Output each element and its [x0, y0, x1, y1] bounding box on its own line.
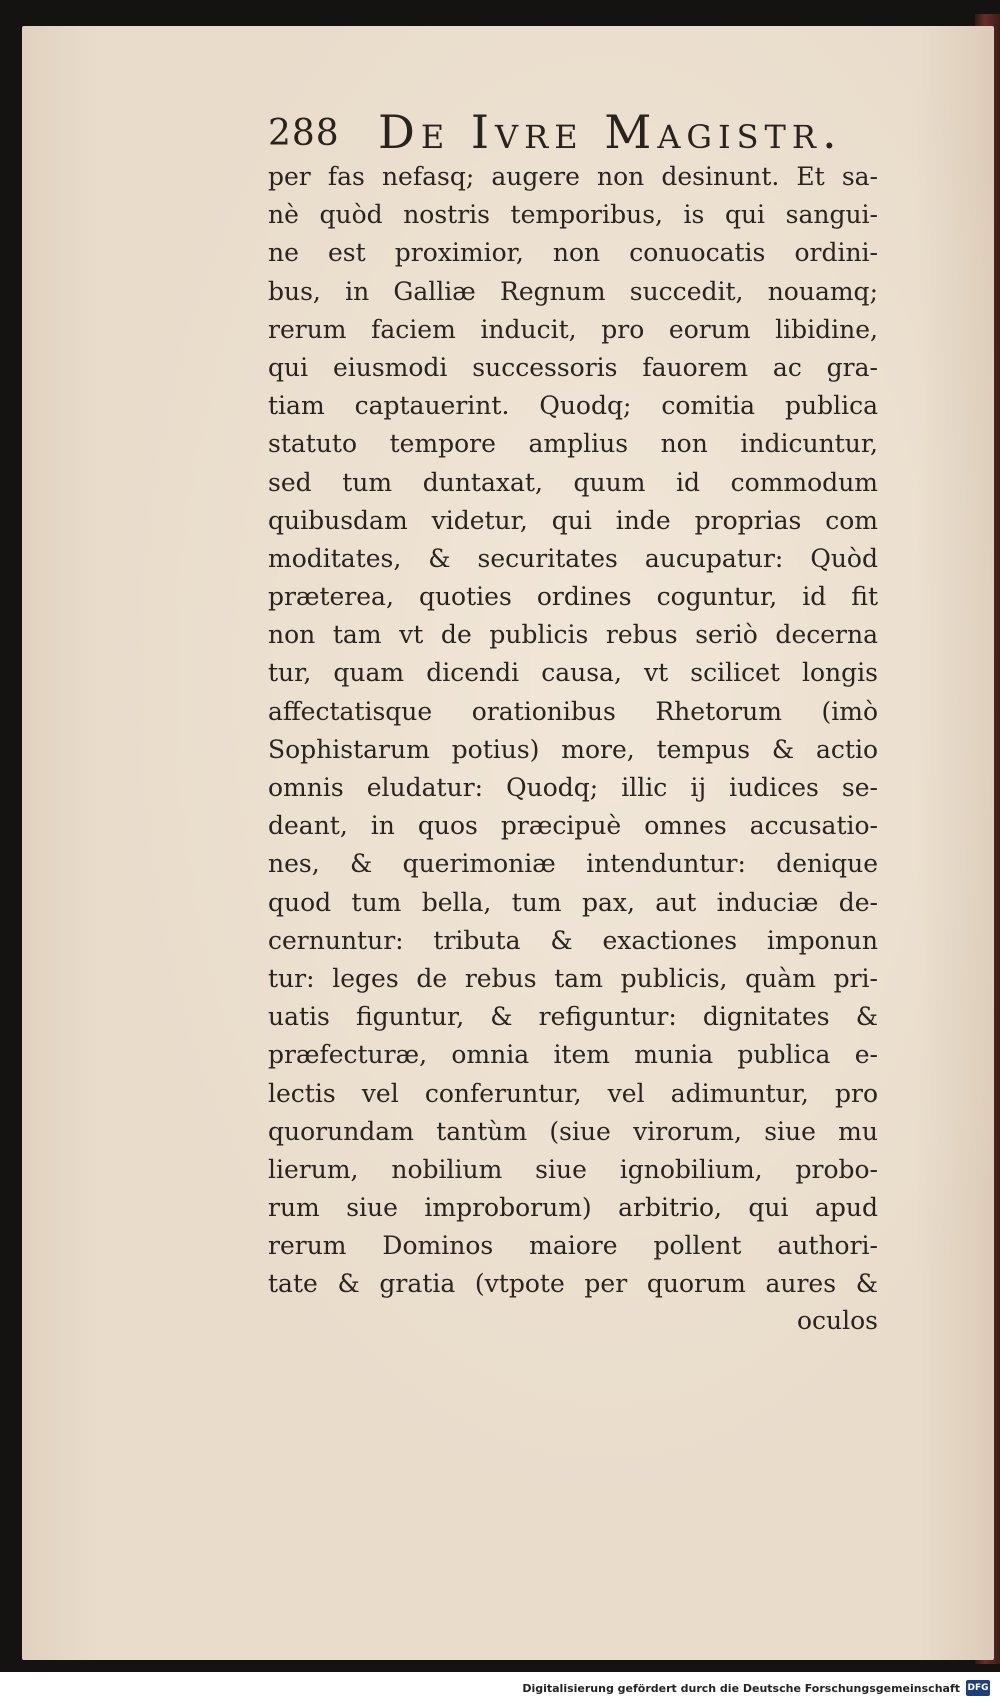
text-line: non tam vt de publicis rebus seriò decerna — [268, 620, 878, 650]
text-line: lierum, nobilium siue ignobilium, probo- — [268, 1154, 878, 1184]
text-line: Sophistarum potius) more, tempus & actio — [268, 734, 878, 764]
text-line: quibusdam videtur, qui inde proprias com — [268, 505, 878, 535]
text-line: quorundam tantùm (siue virorum, siue mu — [268, 1116, 878, 1146]
text-line: uatis figuntur, & refiguntur: dignitates & — [268, 1002, 878, 1032]
catchword: oculos — [796, 1306, 878, 1335]
footer-credit: Digitalisierung gefördert durch die Deutsche Forschungsgemeinschaft — [522, 1682, 960, 1695]
text-line: tiam captauerint. Quodq; comitia publica — [268, 391, 878, 421]
text-line: nes, & querimoniæ intenduntur: denique — [268, 849, 878, 879]
text-line: præterea, quoties ordines coguntur, id fit — [268, 582, 878, 612]
body-text — [268, 158, 878, 1304]
dfg-logo-icon: DFG — [966, 1680, 990, 1696]
text-line: per fas nefasq; augere non desinunt. Et sa- — [268, 162, 878, 191]
text-line: affectatisque orationibus Rhetorum (imò — [268, 696, 878, 726]
page-header — [268, 105, 928, 165]
text-line: qui eiusmodi successoris fauorem ac gra- — [268, 352, 878, 382]
text-line: tur, quam dicendi causa, vt scilicet longis — [268, 658, 878, 688]
text-line: rerum faciem inducit, pro eorum libidine, — [268, 314, 878, 344]
running-title: De Ivre Magistr. — [378, 105, 843, 159]
page-number: 288 — [268, 113, 340, 154]
text-line: quod tum bella, tum pax, aut induciæ de- — [268, 887, 878, 917]
text-line: sed tum duntaxat, quum id commodum — [268, 467, 878, 497]
text-line: cernuntur: tributa & exactiones imponun — [268, 925, 878, 955]
text-line: tur: leges de rebus tam publicis, quàm pri- — [268, 963, 878, 993]
text-line: deant, in quos præcipuè omnes accusatio- — [268, 811, 878, 841]
text-line: omnis eludatur: Quodq; illic ij iudices se- — [268, 773, 878, 802]
text-line: statuto tempore amplius non indicuntur, — [268, 429, 878, 459]
text-line: moditates, & securitates aucupatur: Quòd — [268, 543, 878, 573]
text-line: nè quòd nostris temporibus, is qui sangui- — [268, 200, 878, 230]
text-line: ne est proximior, non conuocatis ordini- — [268, 238, 878, 268]
text-line: bus, in Galliæ Regnum succedit, nouamq; — [268, 276, 878, 306]
text-line: tate & gratia (vtpote per quorum aures & — [268, 1269, 878, 1299]
text-line: lectis vel conferuntur, vel adimuntur, pro — [268, 1078, 878, 1108]
text-line: rum siue improborum) arbitrio, qui apud — [268, 1193, 878, 1223]
text-line: rerum Dominos maiore pollent authori- — [268, 1231, 878, 1261]
digitization-footer — [0, 1672, 1000, 1707]
text-line: præfecturæ, omnia item munia publica e- — [268, 1040, 878, 1070]
